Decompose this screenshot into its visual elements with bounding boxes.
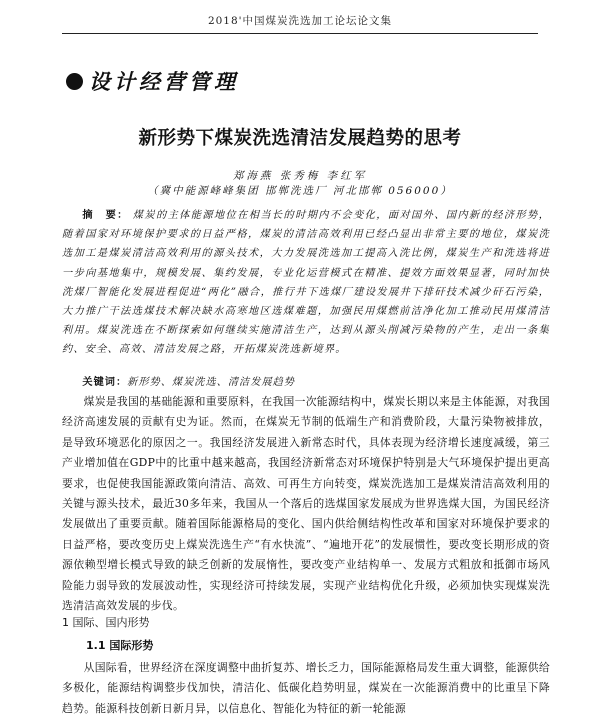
section-heading-1: 1 国际、国内形势 [62,616,150,629]
affiliation: （冀中能源峰峰集团 邯郸洗选厂 河北邯郸 056000） [147,185,453,197]
authors: 郑海燕 张秀梅 李红军 [232,170,368,182]
section-banner [66,66,239,96]
body-paragraph-intro: 煤炭是我国的基础能源和重要原料，在我国一次能源结构中，煤炭长期以来是主体能源，对我国经济高速发展的贡献有史为证。然而，在煤炭无节制的低端生产和消费阶段，大量污染物被排放，是导致环境恶化的原因之一。我国经济发展进入新常态时代，具体表现为经济增长速度减缓，第三产业增加值在GDP中的比重中越来越高，我国经济新常态对环境保护特别是大气环境保护提出更高要求，也促使我国能源政策向清洁、高效、可再生方向转变，煤炭洗选加工是煤炭清洁高效利用的关键与源头技术，最近30多年来，我国从一个落后的选煤国家发展成为世界选煤大国，为国民经济发展做出了重要贡献。随着国际能源格局的变化、国内供给侧结构性改革和国家对环境保护要求的日益严格，要改变历史上煤炭洗选生产“有水快流”、“遍地开花”的发展惯性，要改变长期形成的资源依赖型增长模式导致的缺乏创新的发展惰性，要改变产业结构单一、发展方式粗放和抵御市场风险能力弱导致的发展波动性，实现经济可持续发展，实现产业结构优化升级，必须加快实现煤炭洗选清洁高效发展的步伐。 [62,395,550,613]
section-banner-text: 设计经营管理 [89,70,239,94]
abstract-label: 摘 要： [82,209,129,221]
running-header: 2018'中国煤炭洗选加工论坛论文集 [207,15,393,27]
subsection-heading-1-1: 1.1 国际形势 [86,639,154,652]
keywords-label: 关键词： [82,376,128,388]
body-paragraph-international: 从国际看，世界经济在深度调整中曲折复苏、增长乏力，国际能源格局发生重大调整，能源供给多极化，能源结构调整步伐加快，清洁化、低碳化趋势明显，煤炭在一次能源消费中的比重呈下降趋势。能源科技创新日新月异，以信息化、智能化为特征的新一轮能源 [62,661,550,715]
keywords [62,373,550,392]
abstract [62,206,550,360]
keywords-text: 新形势、煤炭洗选、清洁发展趋势 [127,377,295,388]
bullet-dot-icon [66,73,83,90]
paper-title: 新形势下煤炭洗选清洁发展趋势的思考 [138,128,462,149]
header-rule [62,33,538,34]
abstract-text: 煤炭的主体能源地位在相当长的时期内不会变化，面对国外、国内新的经济形势，随着国家对环境保护要求的日益严格，煤炭的清洁高效利用已经凸显出非常主要的地位，煤炭洗选加工是煤炭清洁高效利用的源头技术，大力发展洗选加工提高入洗比例，煤炭生产和洗选将进一步向基地集中，规模发展、集约发展，专业化运营模式在精准、提效方面效果显著，同时加快洗煤厂智能化发展进程促进“两化”融合，推行井下选煤厂建设发展井下排矸技术减少矸石污染，大力推广干法选煤技术解决缺水高寒地区选煤难题，加强民用煤燃前洁净化加工推动民用煤清洁利用。煤炭洗选在不断探索如何继续实施清洁生产，达到从源头削减污染物的产生，走出一条集约、安全、高效、清洁发展之路，开拓煤炭洗选新境界。 [62,210,550,356]
